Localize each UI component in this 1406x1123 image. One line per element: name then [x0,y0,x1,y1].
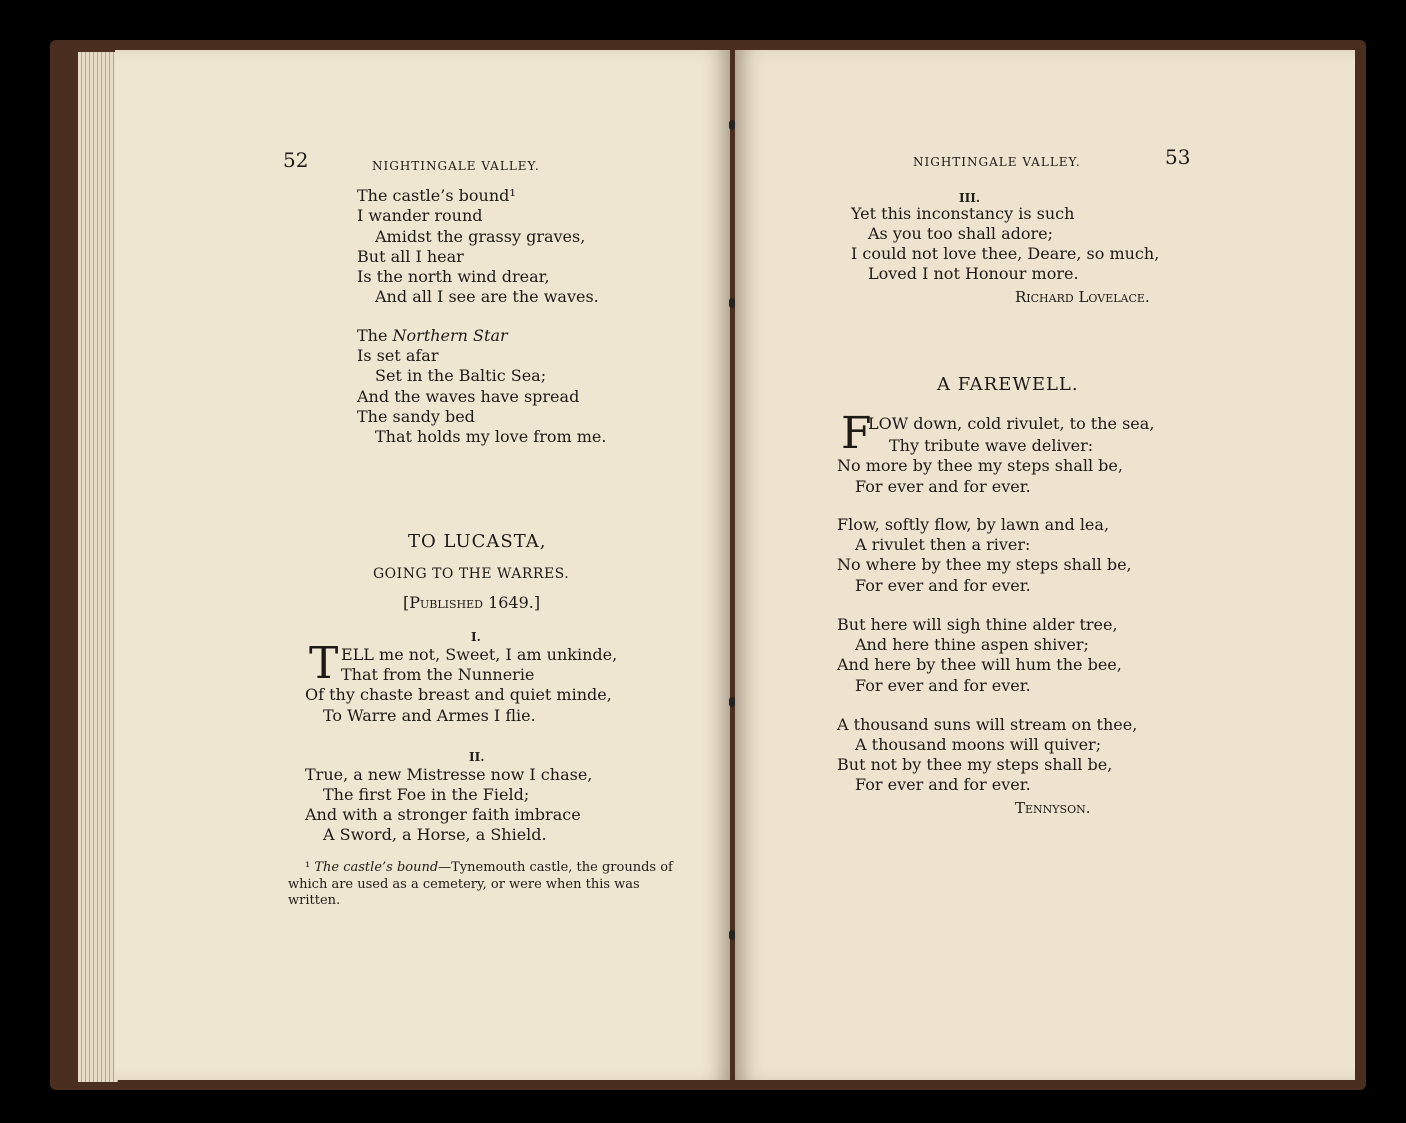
stanza-numeral: II. [469,750,485,764]
page-edges [78,52,118,1082]
poem-line: No more by thee my steps shall be, [837,456,1123,475]
poem-line: The first Foe in the Field; [323,785,530,804]
poem-line: Thy tribute wave deliver: [889,436,1094,455]
drop-cap: T [309,638,339,689]
poem-line: But here will sigh thine alder tree, [837,615,1118,634]
attribution: Richard Lovelace. [1015,288,1150,306]
poem-line: And all I see are the waves. [375,287,599,306]
binding-thread-mark [729,930,735,940]
page-number: 53 [1165,145,1191,169]
poem-line: Loved I not Honour more. [868,264,1079,283]
poem-line-prefix: The [357,326,393,345]
poem-title: TO LUCASTA, [408,531,547,552]
stanza-numeral: I. [471,630,481,644]
northern-star-italic: Northern Star [392,326,508,345]
poem-line: Flow, softly flow, by lawn and lea, [837,515,1110,534]
poem-line: LOW down, cold rivulet, to the sea, [868,414,1155,433]
poem-line: That holds my love from me. [375,427,607,446]
left-page [115,50,730,1080]
poem-line [357,326,508,346]
right-page [735,50,1355,1080]
binding-thread-mark [729,120,735,130]
poem-line: As you too shall adore; [868,224,1053,243]
footnote-italic: The castle’s bound [314,860,439,875]
footnote [305,860,673,876]
poem-line: A thousand moons will quiver; [855,735,1102,754]
publication-note: [Published 1649.] [403,593,541,612]
poem-line: And the waves have spread [357,387,580,406]
footnote-marker: ¹ [305,860,311,875]
poem-line: For ever and for ever. [855,576,1031,595]
poem-line: Of thy chaste breast and quiet minde, [305,685,612,704]
poem-line: But not by thee my steps shall be, [837,755,1113,774]
binding-thread-mark [729,298,735,308]
poem-subtitle: GOING TO THE WARRES. [373,566,570,582]
poem-line: That from the Nunnerie [341,665,535,684]
poem-line: Amidst the grassy graves, [375,227,586,246]
poem-line: A Sword, a Horse, a Shield. [323,825,547,844]
poem-line: And with a stronger faith imbrace [305,805,581,824]
drop-cap: F [841,408,872,459]
poem-line: For ever and for ever. [855,676,1031,695]
poem-line: Set in the Baltic Sea; [375,366,547,385]
binding-thread-mark [729,697,735,707]
poem-line: And here by thee will hum the bee, [837,655,1122,674]
poem-line: The sandy bed [357,407,475,426]
stanza-numeral: III. [959,191,981,205]
poem-line: Is the north wind drear, [357,267,550,286]
poem-line: I could not love thee, Deare, so much, [851,244,1160,263]
poem-line: To Warre and Armes I flie. [323,706,536,725]
poem-line: And here thine aspen shiver; [855,635,1089,654]
poem-title: A FAREWELL. [937,374,1079,395]
attribution: Tennyson. [1015,799,1091,817]
poem-line: A thousand suns will stream on thee, [837,715,1138,734]
footnote-line: which are used as a cemetery, or were when this was [288,877,640,892]
poem-line: The castle’s bound¹ [357,186,516,205]
footnote-text: —Tynemouth castle, the grounds of [438,860,673,875]
poem-line: Yet this inconstancy is such [851,204,1075,223]
page-number: 52 [283,148,309,172]
running-head: NIGHTINGALE VALLEY. [913,155,1081,169]
running-head: NIGHTINGALE VALLEY. [372,159,540,173]
footnote-line: written. [288,893,341,908]
poem-line: I wander round [357,206,483,225]
poem-line: ELL me not, Sweet, I am unkinde, [341,645,618,664]
poem-line: Is set afar [357,346,439,365]
poem-line: But all I hear [357,247,464,266]
poem-line: For ever and for ever. [855,775,1031,794]
poem-line: A rivulet then a river: [855,535,1031,554]
poem-line: For ever and for ever. [855,477,1031,496]
poem-line: No where by thee my steps shall be, [837,555,1132,574]
poem-line: True, a new Mistresse now I chase, [305,765,593,784]
